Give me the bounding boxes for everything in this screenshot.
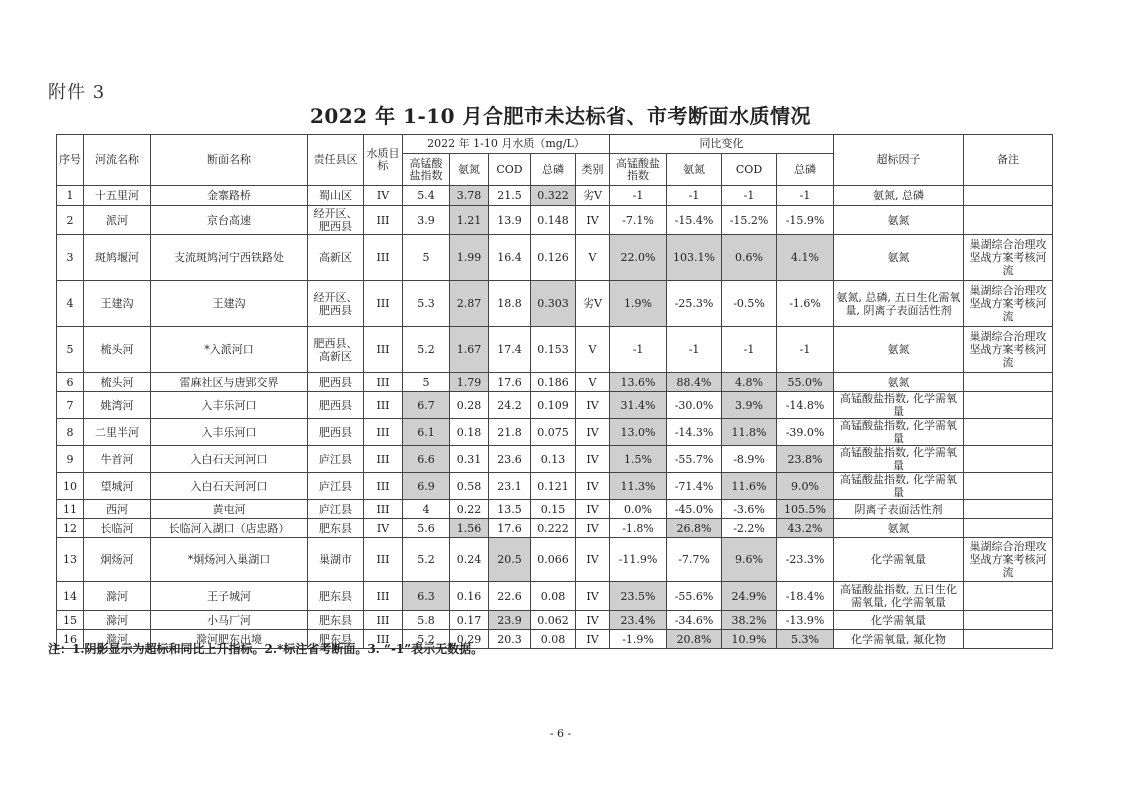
cell-nh3: 0.22 (450, 500, 489, 519)
cell-section: 小马厂河 (151, 611, 308, 630)
cell-cls: V (576, 327, 610, 373)
cell-target: III (364, 373, 403, 392)
cell-codmn: 5.2 (403, 630, 450, 649)
cell-remark (964, 186, 1053, 206)
cell-river: 梳头河 (84, 373, 151, 392)
cell-river: 派河 (84, 206, 151, 235)
cell-target: III (364, 446, 403, 473)
cell-c1: -7.1% (610, 206, 667, 235)
cell-county: 庐江县 (308, 446, 364, 473)
cell-c4: -1 (777, 186, 834, 206)
header-county: 责任县区 (308, 135, 364, 186)
cell-cod: 17.6 (489, 373, 531, 392)
cell-factors: 阴离子表面活性剂 (834, 500, 964, 519)
cell-cod: 17.6 (489, 519, 531, 538)
cell-c4: 105.5% (777, 500, 834, 519)
cell-c3: 11.6% (722, 473, 777, 500)
cell-c2: -7.7% (667, 538, 722, 582)
cell-target: III (364, 327, 403, 373)
cell-remark: 巢湖综合治理攻坚战方案考核河流 (964, 281, 1053, 327)
cell-nh3: 0.29 (450, 630, 489, 649)
cell-codmn: 6.6 (403, 446, 450, 473)
cell-tp: 0.186 (531, 373, 576, 392)
cell-county: 肥西县 (308, 392, 364, 419)
cell-c1: -1 (610, 327, 667, 373)
cell-cls: IV (576, 500, 610, 519)
cell-seq: 5 (57, 327, 84, 373)
cell-cod: 13.5 (489, 500, 531, 519)
cell-nh3: 0.24 (450, 538, 489, 582)
cell-nh3: 0.17 (450, 611, 489, 630)
header-tp: 总磷 (531, 154, 576, 186)
cell-section: 滁河肥东出境 (151, 630, 308, 649)
cell-c2: -25.3% (667, 281, 722, 327)
cell-cod: 21.8 (489, 419, 531, 446)
cell-seq: 6 (57, 373, 84, 392)
cell-cod: 20.5 (489, 538, 531, 582)
cell-county: 经开区、肥西县 (308, 281, 364, 327)
cell-seq: 7 (57, 392, 84, 419)
cell-c4: 4.1% (777, 235, 834, 281)
cell-county: 巢湖市 (308, 538, 364, 582)
cell-cls: 劣V (576, 186, 610, 206)
cell-county: 庐江县 (308, 473, 364, 500)
cell-tp: 0.153 (531, 327, 576, 373)
header-target: 水质目标 (364, 135, 403, 186)
cell-nh3: 2.87 (450, 281, 489, 327)
cell-c4: -14.8% (777, 392, 834, 419)
cell-section: 支流斑鸠河宁西铁路处 (151, 235, 308, 281)
cell-c4: 9.0% (777, 473, 834, 500)
cell-seq: 9 (57, 446, 84, 473)
cell-c1: 22.0% (610, 235, 667, 281)
cell-section: *入派河口 (151, 327, 308, 373)
cell-remark (964, 582, 1053, 611)
cell-c1: 13.6% (610, 373, 667, 392)
cell-tp: 0.109 (531, 392, 576, 419)
cell-cls: IV (576, 392, 610, 419)
table-row (57, 392, 1053, 419)
cell-remark (964, 519, 1053, 538)
cell-seq: 14 (57, 582, 84, 611)
table-row (57, 538, 1053, 582)
cell-tp: 0.13 (531, 446, 576, 473)
cell-remark (964, 446, 1053, 473)
cell-cod: 23.1 (489, 473, 531, 500)
cell-remark (964, 473, 1053, 500)
cell-c4: -15.9% (777, 206, 834, 235)
cell-section: 雷麻社区与唐郢交界 (151, 373, 308, 392)
cell-c3: 24.9% (722, 582, 777, 611)
cell-tp: 0.148 (531, 206, 576, 235)
cell-c4: -13.9% (777, 611, 834, 630)
header-section: 断面名称 (151, 135, 308, 186)
cell-river: 望城河 (84, 473, 151, 500)
header-group-change: 同比变化 (610, 135, 834, 154)
cell-codmn: 4 (403, 500, 450, 519)
cell-target: III (364, 392, 403, 419)
cell-c2: 103.1% (667, 235, 722, 281)
cell-c1: -11.9% (610, 538, 667, 582)
cell-tp: 0.121 (531, 473, 576, 500)
cell-c3: -0.5% (722, 281, 777, 327)
table-row (57, 235, 1053, 281)
cell-target: III (364, 582, 403, 611)
cell-factors: 氨氮 (834, 327, 964, 373)
cell-nh3: 0.16 (450, 582, 489, 611)
cell-c2: -45.0% (667, 500, 722, 519)
header-nh3: 氨氮 (450, 154, 489, 186)
cell-nh3: 3.78 (450, 186, 489, 206)
cell-seq: 15 (57, 611, 84, 630)
cell-c2: -55.6% (667, 582, 722, 611)
cell-cod: 22.6 (489, 582, 531, 611)
cell-nh3: 0.58 (450, 473, 489, 500)
cell-county: 庐江县 (308, 500, 364, 519)
cell-remark (964, 630, 1053, 649)
cell-cls: IV (576, 419, 610, 446)
cell-c2: -34.6% (667, 611, 722, 630)
cell-county: 经开区、肥西县 (308, 206, 364, 235)
cell-remark: 巢湖综合治理攻坚战方案考核河流 (964, 235, 1053, 281)
cell-cls: IV (576, 582, 610, 611)
cell-target: III (364, 500, 403, 519)
cell-river: 西河 (84, 500, 151, 519)
attachment-label: 附件 3 (48, 82, 106, 103)
cell-codmn: 6.1 (403, 419, 450, 446)
header-class: 类别 (576, 154, 610, 186)
cell-cod: 13.9 (489, 206, 531, 235)
cell-section: 入白石天河河口 (151, 446, 308, 473)
cell-river: 炯炀河 (84, 538, 151, 582)
cell-c3: 4.8% (722, 373, 777, 392)
cell-c2: 20.8% (667, 630, 722, 649)
cell-factors: 高锰酸盐指数, 化学需氧量 (834, 392, 964, 419)
cell-c3: -3.6% (722, 500, 777, 519)
cell-cls: 劣V (576, 281, 610, 327)
cell-c3: 10.9% (722, 630, 777, 649)
cell-c3: 3.9% (722, 392, 777, 419)
header-chg-tp: 总磷 (777, 154, 834, 186)
cell-section: 王建沟 (151, 281, 308, 327)
cell-cod: 17.4 (489, 327, 531, 373)
cell-nh3: 0.28 (450, 392, 489, 419)
cell-factors: 化学需氧量 (834, 611, 964, 630)
table-row (57, 373, 1053, 392)
cell-c1: 1.5% (610, 446, 667, 473)
cell-tp: 0.15 (531, 500, 576, 519)
cell-c3: -2.2% (722, 519, 777, 538)
cell-factors: 化学需氧量 (834, 538, 964, 582)
cell-remark (964, 392, 1053, 419)
cell-c4: -23.3% (777, 538, 834, 582)
cell-codmn: 5 (403, 373, 450, 392)
cell-cls: IV (576, 473, 610, 500)
header-remarks: 备注 (964, 135, 1053, 186)
cell-c2: -55.7% (667, 446, 722, 473)
header-seq: 序号 (57, 135, 84, 186)
cell-c4: -1 (777, 327, 834, 373)
page-number: - 6 - (549, 727, 572, 740)
cell-c3: -1 (722, 327, 777, 373)
cell-c2: -1 (667, 186, 722, 206)
cell-seq: 12 (57, 519, 84, 538)
cell-factors: 氨氮 (834, 235, 964, 281)
cell-c2: -1 (667, 327, 722, 373)
cell-c2: 26.8% (667, 519, 722, 538)
cell-nh3: 1.67 (450, 327, 489, 373)
cell-target: III (364, 235, 403, 281)
header-group-quality: 2022 年 1-10 月水质（mg/L） (403, 135, 610, 154)
cell-codmn: 3.9 (403, 206, 450, 235)
cell-c2: -71.4% (667, 473, 722, 500)
cell-cod: 23.9 (489, 611, 531, 630)
cell-section: 京台高速 (151, 206, 308, 235)
cell-river: 二里半河 (84, 419, 151, 446)
cell-section: 入丰乐河口 (151, 419, 308, 446)
cell-c3: -1 (722, 186, 777, 206)
cell-target: IV (364, 519, 403, 538)
cell-remark (964, 419, 1053, 446)
cell-remark (964, 206, 1053, 235)
cell-remark: 巢湖综合治理攻坚战方案考核河流 (964, 538, 1053, 582)
cell-factors: 高锰酸盐指数, 化学需氧量 (834, 419, 964, 446)
cell-tp: 0.066 (531, 538, 576, 582)
cell-c1: -1 (610, 186, 667, 206)
cell-river: 长临河 (84, 519, 151, 538)
cell-c4: 55.0% (777, 373, 834, 392)
table-row (57, 500, 1053, 519)
cell-cls: IV (576, 538, 610, 582)
cell-factors: 氨氮, 总磷, 五日生化需氧量, 阴离子表面活性剂 (834, 281, 964, 327)
cell-factors: 高锰酸盐指数, 五日生化需氧量, 化学需氧量 (834, 582, 964, 611)
header-chg-cod: COD (722, 154, 777, 186)
cell-c2: -15.4% (667, 206, 722, 235)
cell-c3: 9.6% (722, 538, 777, 582)
cell-nh3: 1.79 (450, 373, 489, 392)
cell-c1: -1.9% (610, 630, 667, 649)
cell-target: III (364, 630, 403, 649)
cell-c3: 0.6% (722, 235, 777, 281)
cell-nh3: 0.18 (450, 419, 489, 446)
cell-factors: 氨氮 (834, 373, 964, 392)
cell-seq: 16 (57, 630, 84, 649)
cell-river: 滁河 (84, 582, 151, 611)
cell-remark (964, 500, 1053, 519)
cell-c1: 1.9% (610, 281, 667, 327)
cell-cod: 23.6 (489, 446, 531, 473)
cell-codmn: 6.7 (403, 392, 450, 419)
cell-river: 滁河 (84, 630, 151, 649)
cell-cls: IV (576, 446, 610, 473)
table-row (57, 327, 1053, 373)
cell-tp: 0.062 (531, 611, 576, 630)
cell-factors: 化学需氧量, 氟化物 (834, 630, 964, 649)
table-row (57, 186, 1053, 206)
cell-codmn: 5.3 (403, 281, 450, 327)
cell-county: 蜀山区 (308, 186, 364, 206)
cell-river: 王建沟 (84, 281, 151, 327)
cell-codmn: 5.8 (403, 611, 450, 630)
cell-seq: 13 (57, 538, 84, 582)
cell-county: 高新区 (308, 235, 364, 281)
cell-county: 肥东县 (308, 611, 364, 630)
cell-tp: 0.126 (531, 235, 576, 281)
cell-target: III (364, 206, 403, 235)
cell-remark (964, 373, 1053, 392)
cell-seq: 4 (57, 281, 84, 327)
cell-river: 牛首河 (84, 446, 151, 473)
cell-county: 肥东县 (308, 582, 364, 611)
cell-c1: 13.0% (610, 419, 667, 446)
cell-factors: 高锰酸盐指数, 化学需氧量 (834, 446, 964, 473)
cell-seq: 1 (57, 186, 84, 206)
cell-cod: 24.2 (489, 392, 531, 419)
cell-river: 十五里河 (84, 186, 151, 206)
cell-target: III (364, 281, 403, 327)
cell-c4: 5.3% (777, 630, 834, 649)
cell-cls: IV (576, 630, 610, 649)
cell-c1: 23.4% (610, 611, 667, 630)
cell-cls: V (576, 373, 610, 392)
cell-factors: 高锰酸盐指数, 化学需氧量 (834, 473, 964, 500)
table-row (57, 446, 1053, 473)
cell-river: 滁河 (84, 611, 151, 630)
table-row (57, 473, 1053, 500)
cell-section: 长临河入湖口（店忠路） (151, 519, 308, 538)
header-factors: 超标因子 (834, 135, 964, 186)
cell-tp: 0.303 (531, 281, 576, 327)
cell-county: 肥西县、高新区 (308, 327, 364, 373)
cell-tp: 0.08 (531, 582, 576, 611)
cell-c2: 88.4% (667, 373, 722, 392)
cell-c3: -15.2% (722, 206, 777, 235)
header-chg-nh3: 氨氮 (667, 154, 722, 186)
cell-cod: 18.8 (489, 281, 531, 327)
cell-c4: 23.8% (777, 446, 834, 473)
cell-cls: IV (576, 519, 610, 538)
cell-c1: 31.4% (610, 392, 667, 419)
cell-seq: 8 (57, 419, 84, 446)
cell-c3: 38.2% (722, 611, 777, 630)
cell-county: 肥东县 (308, 630, 364, 649)
cell-river: 斑鸠堰河 (84, 235, 151, 281)
cell-seq: 3 (57, 235, 84, 281)
cell-section: 金寨路桥 (151, 186, 308, 206)
cell-cls: V (576, 235, 610, 281)
cell-section: *炯炀河入巢湖口 (151, 538, 308, 582)
cell-seq: 11 (57, 500, 84, 519)
cell-section: 黄屯河 (151, 500, 308, 519)
cell-c1: -1.8% (610, 519, 667, 538)
cell-target: III (364, 538, 403, 582)
cell-nh3: 1.56 (450, 519, 489, 538)
cell-section: 王子城河 (151, 582, 308, 611)
cell-c1: 23.5% (610, 582, 667, 611)
cell-c4: 43.2% (777, 519, 834, 538)
cell-section: 入白石天河河口 (151, 473, 308, 500)
cell-codmn: 5 (403, 235, 450, 281)
cell-tp: 0.08 (531, 630, 576, 649)
header-codmn: 高锰酸盐指数 (403, 154, 450, 186)
cell-target: III (364, 473, 403, 500)
cell-seq: 10 (57, 473, 84, 500)
cell-c1: 0.0% (610, 500, 667, 519)
cell-river: 姚湾河 (84, 392, 151, 419)
cell-c2: -14.3% (667, 419, 722, 446)
cell-tp: 0.222 (531, 519, 576, 538)
footnote: 注：1.阴影显示为超标和同比上升指标。2.*标注省考断面。3. “-1”表示无数据。 (48, 642, 484, 656)
cell-c3: 11.8% (722, 419, 777, 446)
cell-river: 梳头河 (84, 327, 151, 373)
cell-section: 入丰乐河口 (151, 392, 308, 419)
cell-cod: 21.5 (489, 186, 531, 206)
cell-cls: IV (576, 206, 610, 235)
cell-codmn: 5.4 (403, 186, 450, 206)
cell-cod: 20.3 (489, 630, 531, 649)
cell-c4: -39.0% (777, 419, 834, 446)
cell-cls: IV (576, 611, 610, 630)
cell-codmn: 5.2 (403, 538, 450, 582)
cell-c4: -18.4% (777, 582, 834, 611)
cell-target: III (364, 419, 403, 446)
cell-county: 肥东县 (308, 519, 364, 538)
table-row (57, 206, 1053, 235)
cell-tp: 0.322 (531, 186, 576, 206)
cell-c2: -30.0% (667, 392, 722, 419)
cell-target: III (364, 611, 403, 630)
cell-tp: 0.075 (531, 419, 576, 446)
cell-factors: 氨氮 (834, 206, 964, 235)
table-row (57, 281, 1053, 327)
header-chg-codmn: 高锰酸盐指数 (610, 154, 667, 186)
cell-c1: 11.3% (610, 473, 667, 500)
cell-c4: -1.6% (777, 281, 834, 327)
cell-nh3: 1.99 (450, 235, 489, 281)
table-row (57, 419, 1053, 446)
cell-codmn: 6.9 (403, 473, 450, 500)
cell-cod: 16.4 (489, 235, 531, 281)
cell-county: 肥西县 (308, 419, 364, 446)
cell-nh3: 1.21 (450, 206, 489, 235)
cell-county: 肥西县 (308, 373, 364, 392)
cell-factors: 氨氮, 总磷 (834, 186, 964, 206)
cell-remark (964, 611, 1053, 630)
cell-codmn: 6.3 (403, 582, 450, 611)
cell-seq: 2 (57, 206, 84, 235)
header-cod: COD (489, 154, 531, 186)
cell-factors: 氨氮 (834, 519, 964, 538)
water-quality-table (56, 134, 1053, 649)
cell-codmn: 5.6 (403, 519, 450, 538)
cell-codmn: 5.2 (403, 327, 450, 373)
cell-target: IV (364, 186, 403, 206)
table-row (57, 519, 1053, 538)
cell-remark: 巢湖综合治理攻坚战方案考核河流 (964, 327, 1053, 373)
table-row (57, 611, 1053, 630)
table-row (57, 582, 1053, 611)
cell-nh3: 0.31 (450, 446, 489, 473)
page-title: 2022 年 1-10 月合肥市未达标省、市考断面水质情况 (309, 104, 812, 128)
cell-c3: -8.9% (722, 446, 777, 473)
header-river: 河流名称 (84, 135, 151, 186)
